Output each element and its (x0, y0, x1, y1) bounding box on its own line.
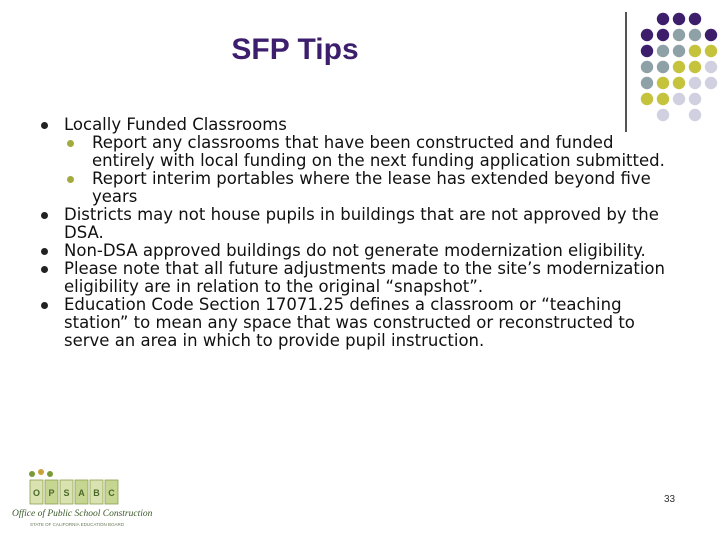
opsc-logo (10, 466, 160, 530)
bullet-icon (41, 248, 48, 255)
logo-block-letter: S (63, 488, 70, 498)
decorative-dot (641, 29, 653, 41)
divider-line (625, 12, 627, 132)
logo-tagline: STATE OF CALIFORNIA EDUCATION BOARD (30, 522, 125, 527)
decorative-dot (689, 61, 701, 73)
decorative-dot (705, 77, 717, 89)
decorative-dot (689, 29, 701, 41)
decorative-dot (657, 45, 669, 57)
bullet-icon (41, 302, 48, 309)
bullet-item-education-code: Education Code Section 17071.25 defines a classroom or “teaching station” to mean any space that was constructed or reconstructed to serve an area in which to provide pupil instruction. (38, 296, 678, 350)
decorative-dot (673, 29, 685, 41)
decorative-dot (657, 77, 669, 89)
decorative-dot (641, 45, 653, 57)
logo-block-letter: O (32, 488, 41, 498)
logo-block-letter: P (48, 488, 55, 498)
sub-bullet-icon (67, 140, 74, 147)
decorative-dot (705, 29, 717, 41)
decorative-dot (689, 77, 701, 89)
decorative-dot (641, 93, 653, 105)
decorative-dot (657, 93, 669, 105)
logo-name: Office of Public School Construction (12, 509, 153, 519)
bullet-icon (41, 212, 48, 219)
decorative-dot (705, 61, 717, 73)
sub-bullet-item-report-portables: Report interim portables where the lease has extended beyond five years (64, 170, 678, 206)
decorative-dot (705, 45, 717, 57)
bullet-item-non-dsa: Non-DSA approved buildings do not generate modernization eligibility. (38, 242, 678, 260)
decorative-dot (673, 93, 685, 105)
bullet-icon (41, 122, 48, 129)
slide-title: SFP Tips (231, 33, 359, 66)
decorative-dot (657, 13, 669, 25)
decorative-dot (689, 109, 701, 121)
decorative-dot (673, 61, 685, 73)
decorative-dot (689, 13, 701, 25)
decorative-dot (673, 45, 685, 57)
decorative-dot (689, 93, 701, 105)
bullet-item-adjustments: Please note that all future adjustments made to the site’s modernization eligibility are in relation to the original “snapshot”. (38, 260, 678, 296)
decorative-dot (673, 13, 685, 25)
bullet-icon (41, 266, 48, 273)
page-number: 33 (664, 494, 676, 505)
bullet-item-locally-funded: Locally Funded Classrooms Report any classrooms that have been constructed and funded entirely with local funding on the next funding application submitted. Report interim portables where the lease has extended beyond five years (38, 116, 678, 206)
decorative-dot (657, 29, 669, 41)
logo-block-letter: B (93, 488, 100, 498)
logo-block-letter: C (108, 488, 115, 498)
logo-block-letter: A (78, 488, 85, 498)
bullet-item-districts: Districts may not house pupils in buildings that are not approved by the DSA. (38, 206, 678, 242)
decorative-dot (689, 45, 701, 57)
decorative-dot (641, 77, 653, 89)
sub-bullet-icon (67, 176, 74, 183)
decorative-dot (673, 77, 685, 89)
decorative-dot (657, 61, 669, 73)
decorative-dot (641, 61, 653, 73)
bullet-list (38, 116, 678, 350)
sub-bullet-item-report-classrooms: Report any classrooms that have been constructed and funded entirely with local funding on the next funding application submitted. (64, 134, 678, 170)
